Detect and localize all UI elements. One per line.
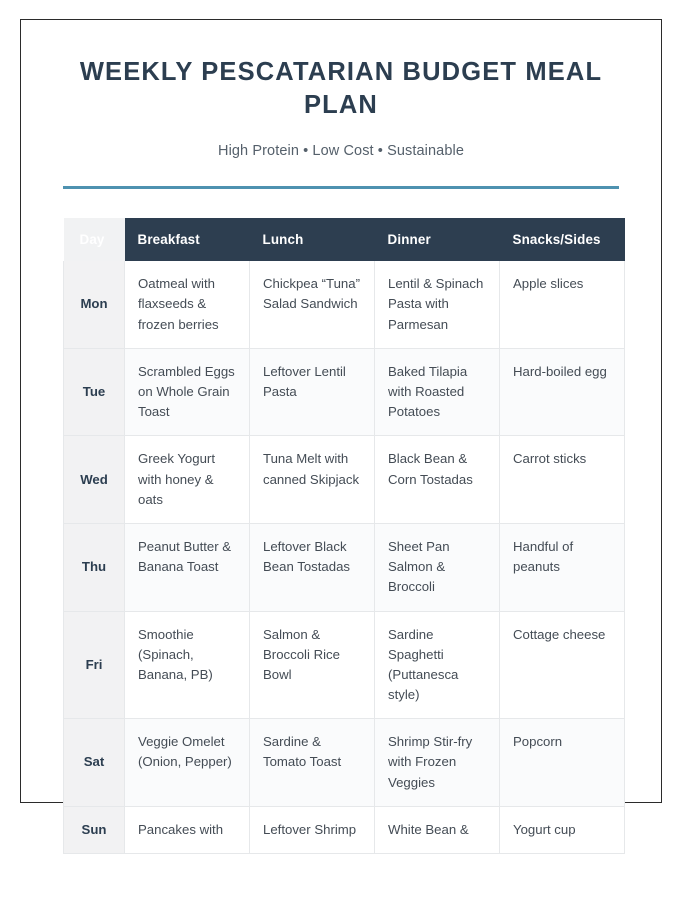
table-row — [64, 348, 625, 436]
cell-breakfast: Oatmeal with flaxseeds & frozen berries — [125, 261, 250, 348]
cell-day: Mon — [64, 261, 125, 348]
cell-day: Sat — [64, 719, 125, 807]
meal-plan-table — [63, 218, 625, 854]
cell-snacks: Popcorn — [500, 719, 625, 807]
cell-snacks: Hard-boiled egg — [500, 348, 625, 436]
cell-breakfast: Scrambled Eggs on Whole Grain Toast — [125, 348, 250, 436]
cell-lunch: Tuna Melt with canned Skipjack — [250, 436, 375, 524]
cell-lunch: Salmon & Broccoli Rice Bowl — [250, 611, 375, 719]
cell-dinner: Shrimp Stir-fry with Frozen Veggies — [375, 719, 500, 807]
document-page — [20, 19, 662, 837]
cell-lunch: Leftover Shrimp — [250, 806, 375, 853]
table-header — [64, 218, 625, 261]
cell-lunch: Leftover Black Bean Tostadas — [250, 523, 375, 611]
cell-day: Tue — [64, 348, 125, 436]
page-title: WEEKLY PESCATARIAN BUDGET MEAL PLAN — [79, 58, 603, 119]
table-row — [64, 611, 625, 719]
page-subtitle: High Protein • Low Cost • Sustainable — [218, 143, 464, 160]
table-row — [64, 436, 625, 524]
page-content — [21, 20, 661, 854]
cell-breakfast: Pancakes with — [125, 806, 250, 853]
column-header-day: Day — [64, 218, 125, 261]
cell-day: Thu — [64, 523, 125, 611]
cell-dinner: Sardine Spaghetti (Puttanesca style) — [375, 611, 500, 719]
title-divider — [63, 186, 619, 189]
column-header-dinner: Dinner — [375, 218, 500, 261]
cell-dinner: White Bean & — [375, 806, 500, 853]
table-row — [64, 719, 625, 807]
cell-snacks: Carrot sticks — [500, 436, 625, 524]
column-header-snacks: Snacks/Sides — [500, 218, 625, 261]
cell-lunch: Chickpea “Tuna” Salad Sandwich — [250, 261, 375, 348]
column-header-lunch: Lunch — [250, 218, 375, 261]
cell-snacks: Yogurt cup — [500, 806, 625, 853]
table-row — [64, 523, 625, 611]
table-body — [64, 261, 625, 853]
cell-dinner: Baked Tilapia with Roasted Potatoes — [375, 348, 500, 436]
cell-day: Wed — [64, 436, 125, 524]
cell-snacks: Apple slices — [500, 261, 625, 348]
cell-snacks: Handful of peanuts — [500, 523, 625, 611]
cell-lunch: Leftover Lentil Pasta — [250, 348, 375, 436]
cell-breakfast: Veggie Omelet (Onion, Pepper) — [125, 719, 250, 807]
cell-day: Sun — [64, 806, 125, 853]
cell-breakfast: Greek Yogurt with honey & oats — [125, 436, 250, 524]
cell-dinner: Sheet Pan Salmon & Broccoli — [375, 523, 500, 611]
cell-snacks: Cottage cheese — [500, 611, 625, 719]
cell-dinner: Lentil & Spinach Pasta with Parmesan — [375, 261, 500, 348]
cell-dinner: Black Bean & Corn Tostadas — [375, 436, 500, 524]
table-row — [64, 261, 625, 348]
column-header-breakfast: Breakfast — [125, 218, 250, 261]
table-header-row — [64, 218, 625, 261]
table-row — [64, 806, 625, 853]
cell-day: Fri — [64, 611, 125, 719]
cell-lunch: Sardine & Tomato Toast — [250, 719, 375, 807]
cell-breakfast: Peanut Butter & Banana Toast — [125, 523, 250, 611]
cell-breakfast: Smoothie (Spinach, Banana, PB) — [125, 611, 250, 719]
